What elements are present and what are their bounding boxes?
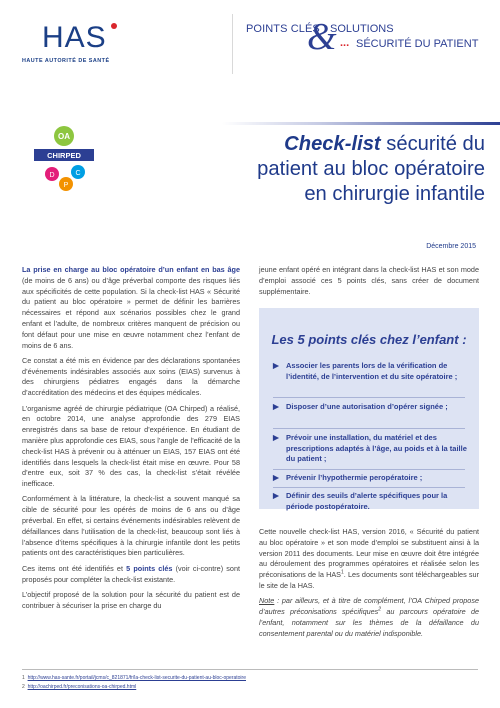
footnote-1-link[interactable]: http://www.has-sante.fr/portail/jcms/c_821871/fr/la-check-list-securite-du-patient-au-bloc-operatoire (27, 675, 246, 681)
col2-p1-text: Cette nouvelle check-list HAS, version 2016, « Sécurité du patient au bloc opératoire » et son mode d’emploi se substituent ainsi à la version 2011 des documents. Leur mise en œuvre doit être intégrée au déroulement des programmes opératoires et réalisée selon les préconisations de la HAS (259, 527, 479, 580)
col2-paragraph-top: jeune enfant opéré en intégrant dans la check-list HAS et son mode d’emploi associé ces 5 points clés, sans créer de document supplémentaire. (259, 265, 479, 296)
footnote-2-link[interactable]: http://oachirped.fr/preconisations-oa-chirped.html (27, 684, 137, 690)
key-point-divider (273, 469, 465, 470)
note-text: : par ailleurs, et à titre de complément, l’OA Chirped propose d’autres préconisations spécifiques (259, 596, 479, 617)
title-line-3: en chirurgie infantile (304, 183, 485, 205)
header-divider (232, 14, 233, 74)
logo-dot-red (111, 23, 117, 29)
footnote-1 (22, 675, 246, 681)
right-column-top (259, 265, 479, 302)
col1-p5-b: (voir ci-contre) sont proposés pour compléter la check-list existante. (22, 563, 240, 584)
arrow-right-icon: ▶ (273, 361, 279, 370)
footnote-2 (22, 684, 136, 690)
badge-letter-p: P (63, 182, 69, 189)
badge-letter-d: D (49, 172, 55, 179)
ampersand-mark: & (307, 16, 337, 58)
key-point-5-text: Définir des seuils d’alerte spécifiques pour la période postopératoire. (286, 491, 448, 511)
footnote-1-num: 1 (22, 675, 25, 681)
title-checklist: Check-list (284, 133, 381, 155)
note-end: au parcours opératoire de l’enfant, notamment sur les thèmes de la défaillance du consentement parental ou du matériel indisponible. (259, 607, 480, 638)
has-logo-text: HAS (42, 21, 107, 52)
badge-band-text: CHIRPED (47, 151, 81, 160)
col1-intro-rest: (de moins de 6 ans) ou d’âge préverbal comporte des risques liés aux spécificités de cette population. Si la check-list HAS « Sécurité du patient au bloc opératoire » permet de définir les barrières nécessaires et répond aux scénarios possibles chez le grand enfant et l’adulte, de nombreux critères manquent de précision ou font défaut pour une mise en œuvre notamment chez l’enfant de moins de 6 ans. (22, 275, 240, 350)
col1-p5-bold: 5 points clés (126, 563, 173, 573)
col1-paragraph-6: L’objectif proposé de la solution pour la sécurité du patient est de contribuer à sécuriser la prise en charge du (22, 589, 240, 610)
col2-note (259, 596, 479, 639)
note-label: Note (259, 596, 275, 606)
tag-securite-patient: SÉCURITÉ DU PATIENT (356, 38, 479, 50)
col2-p1-end: . Les documents sont téléchargeables sur le site de la HAS. (259, 570, 479, 590)
publication-date: Décembre 2015 (426, 243, 476, 250)
footnote-2-num: 2 (22, 684, 25, 690)
col1-paragraph-4: Conformément à la littérature, la check-list a souvent manqué sa cible de sécurité pour les opérés de moins de 6 ans ou d’âge préverbal. En effet, si certains événements indésirables relèvent de défaillances dans l’utilisation de la check-list, beaucoup sont liés à l’absence d’items spécifiques à la chirurgie infantile dont les petits patients ont des caractéristiques bien particulières. (22, 494, 240, 558)
key-point-divider (273, 487, 465, 488)
arrow-right-icon: ▶ (273, 402, 279, 411)
title-gradient-bar (222, 122, 500, 125)
col2-paragraph-checklist (259, 527, 479, 592)
has-subtitle: HAUTE AUTORITÉ DE SANTÉ (22, 58, 110, 64)
footnote-separator (22, 669, 478, 670)
has-logo (40, 20, 120, 52)
oa-chirped-badge (22, 118, 106, 202)
col1-p5-a: Ces items ont été identifiés et (22, 563, 127, 573)
col1-paragraph-2: Ce constat a été mis en évidence par des déclarations spontanées d’événements indésirables associés aux soins (EIAS) survenus à des chirurgiens pédiatres engagés dans la démarche d’accréditation des médecins et des équipes médicales. (22, 355, 240, 398)
key-point-4 (273, 473, 468, 484)
badge-letter-c: C (75, 170, 81, 177)
footnote-ref-1[interactable]: 1 (341, 569, 344, 576)
badge-top-text: OA (58, 132, 70, 141)
key-point-4-text: Prévenir l’hypothermie peropératoire ; (286, 473, 423, 482)
key-points-title: Les 5 points clés chez l’enfant : (271, 332, 467, 347)
key-point-3 (273, 433, 468, 465)
key-points-box (259, 308, 479, 509)
arrow-right-icon: ▶ (273, 473, 279, 482)
arrow-right-icon: ▶ (273, 491, 279, 500)
col1-paragraph-1 (22, 265, 240, 351)
left-column (22, 265, 240, 616)
title-line-1 (200, 132, 485, 157)
key-point-1 (273, 361, 468, 382)
tag-points-cles: POINTS CLÉS (246, 23, 320, 35)
document-title (200, 132, 485, 207)
key-point-3-text: Prévoir une installation, du matériel et des prescriptions adaptés à l’âge, au poids et à la taille du patient ; (286, 433, 467, 463)
tag-solutions: SOLUTIONS (330, 23, 394, 35)
footnote-ref-2[interactable]: 2 (378, 606, 382, 613)
key-point-2 (273, 402, 468, 413)
ellipsis-dots: ... (340, 37, 350, 49)
key-point-divider (273, 397, 465, 398)
key-point-5 (273, 491, 468, 512)
col1-intro-bold: La prise en charge au bloc opératoire d’un enfant en bas âge (22, 265, 240, 274)
key-point-2-text: Disposer d’une autorisation d’opérer signée ; (286, 402, 448, 411)
key-point-divider (273, 428, 465, 429)
title-line-1-rest: sécurité du (380, 133, 485, 155)
col1-paragraph-3: L’organisme agréé de chirurgie pédiatrique (OA Chirped) a réalisé, en octobre 2014, une analyse approfondie des 279 EIAS enregistrés dans sa base de retour d’expérience. En étudiant de manière plus approfondie ces EIAS, sous l’angle de l’efficacité de la check-list HAS à prévenir ou à atténuer un EIAS, 157 EIAS ont été identifiés dans lesquels la check-list était mise en œuvre. Pour 58 d’entre eux, soit 37 % des cas, la check-list s’était révélée inefficace. (22, 403, 240, 489)
key-point-1-text: Associer les parents lors de la vérification de l’identité, de l’intervention et du site opératoire ; (286, 361, 458, 381)
right-column-bottom (259, 527, 479, 644)
arrow-right-icon: ▶ (273, 433, 279, 442)
title-line-2: patient au bloc opératoire (257, 158, 485, 180)
col1-paragraph-5 (22, 564, 240, 586)
